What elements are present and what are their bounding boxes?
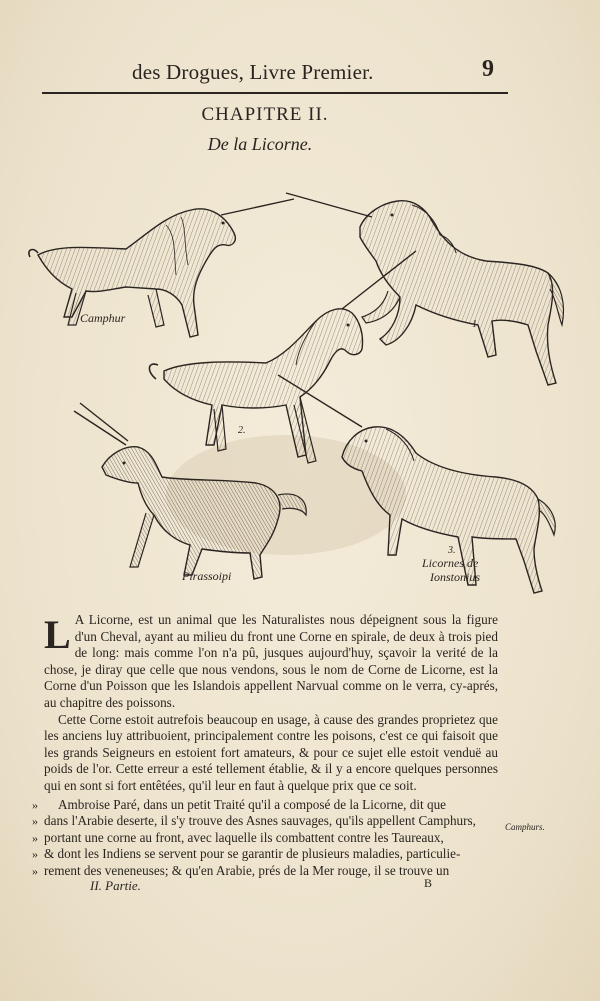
quoted-line-2: » dans l'Arabie deserte, il s'y trouve des Asnes sauvages, qu'ils appellent Camphurs, <box>32 813 476 829</box>
quoted-line-3: » portant une corne au front, avec laquelle ils combattent contre les Taureaux, <box>32 829 444 845</box>
engraving-plate <box>16 165 568 605</box>
drop-cap: L <box>44 612 71 657</box>
quoted-line-4: » & dont les Indiens se servent pour se garantir de plusieurs maladies, particulie- <box>32 846 461 862</box>
label-figure-2: 2. <box>238 425 246 436</box>
footer-signature: B <box>424 876 433 890</box>
label-camphur: Camphur <box>80 311 126 325</box>
label-figure-1: 1 <box>472 319 477 330</box>
label-figure-3: 3. <box>448 545 456 556</box>
chapter-subtitle: De la Licorne. <box>207 134 313 154</box>
paragraph-2: Cette Corne estoit autrefois beaucoup en usage, à cause des grandes proprietez que les anciens luy attribuoient, principalement contre les poisons, c'est ce qui faisoit que les grands Seigneurs en estoient fort amateurs, & pour ce sujet elle estoit venduë au poids de l'or. Cette erreur a esté tellement établie, & il y a encore quelques personnes qui en sont si fort entêtées, qu'il leur en faut à quelque prix que ce soit. <box>44 711 498 793</box>
footer-part: II. Partie. <box>90 878 141 893</box>
running-head-title: des Drogues, Livre Premier. <box>132 60 374 84</box>
body-text <box>32 612 498 880</box>
paragraph-1-text: A Licorne, est un animal que les Naturalistes nous dépeignent sous la figure d'un Cheval, ayant au milieu du front une Corne en spirale, de deux à trois pied de long: mais comme l'on n'a pû, jusques aujourd'huy, sçavoir la verité de la chose, je diray que celle que nous vendons, sous le nom de Corne de Licorne, est la Corne d'un Poisson que les Islandois appellent Narvual comme on le verra, cy-aprés, au chapitre des poissons. <box>44 612 498 710</box>
label-licornes-de: Licornes de <box>422 556 479 570</box>
paragraph-1 <box>44 612 498 712</box>
running-head <box>40 56 560 96</box>
camphur-figure <box>29 199 294 337</box>
paragraph-3 <box>32 796 498 880</box>
page-number: 9 <box>482 56 494 82</box>
chapter-title: CHAPITRE II. <box>201 104 329 125</box>
quoted-line-1: » Ambroise Paré, dans un petit Traité qu'il a composé de la Licorne, dit que <box>32 796 447 812</box>
header-rule <box>42 92 508 94</box>
quoted-line-5: » rement des veneneuses; & qu'en Arabie, prés de la Mer rouge, il se trouve un <box>32 862 450 878</box>
label-ionstonius: Ionstonius <box>430 570 481 584</box>
margin-note: Camphurs. <box>505 822 545 832</box>
label-pirassoipi: Pirassoipi <box>182 569 232 583</box>
unicorn-engraving <box>16 165 568 605</box>
